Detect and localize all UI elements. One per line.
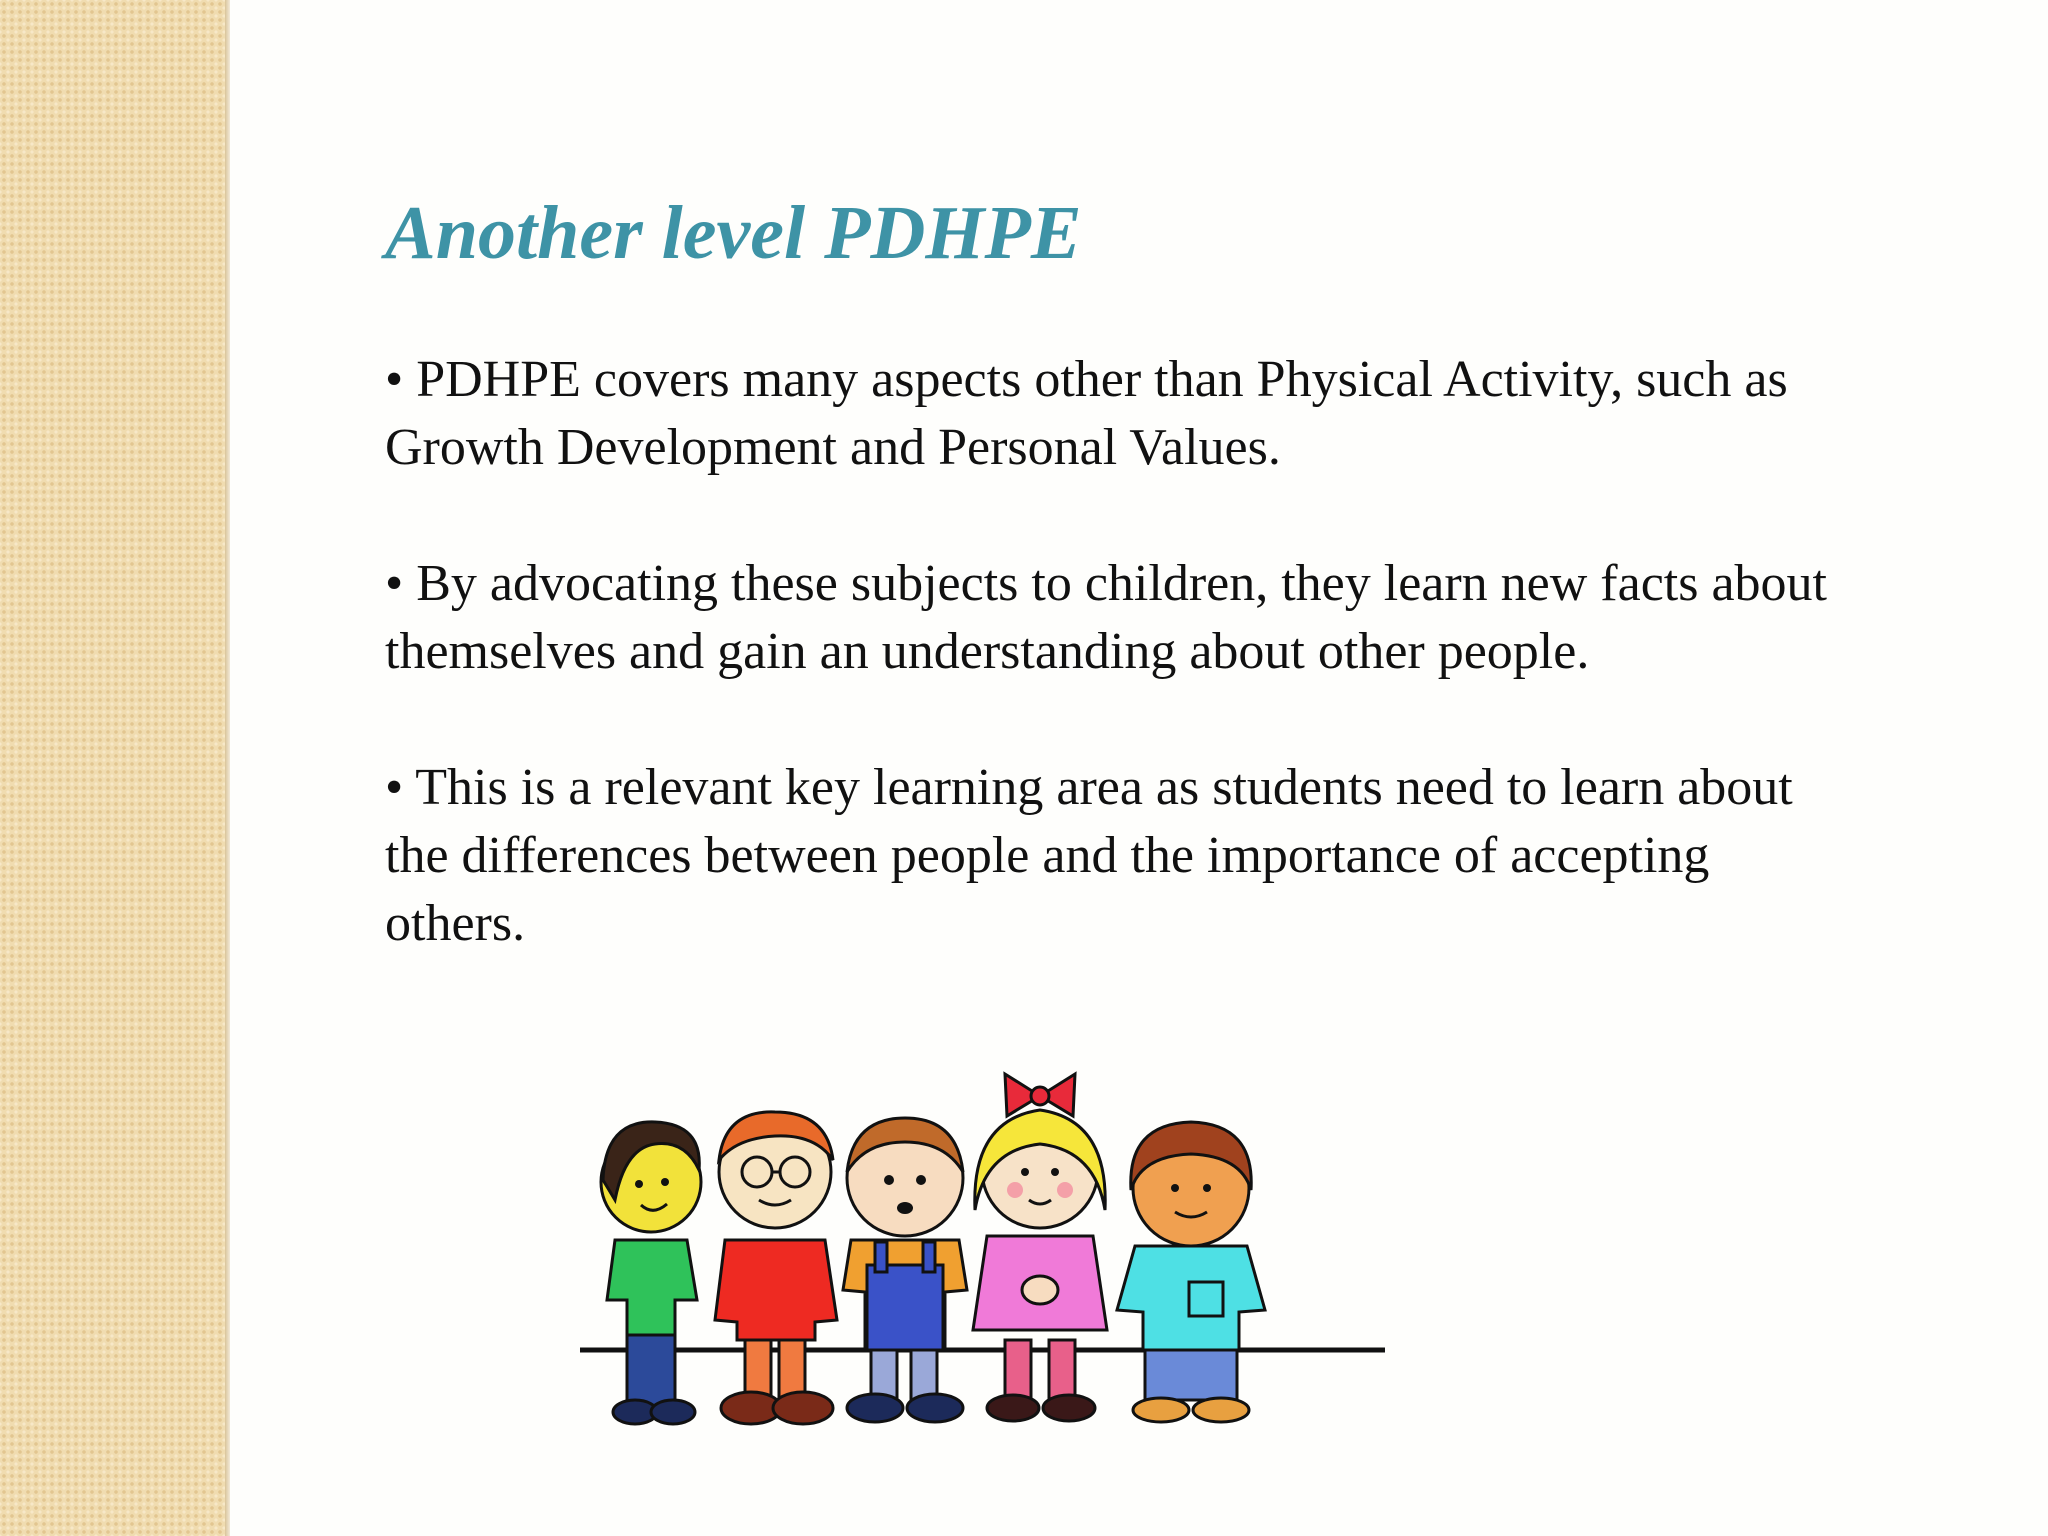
child-blue-overalls bbox=[843, 1118, 967, 1422]
bullet-item: • By advocating these subjects to children, they learn new facts about themselves and gain an understanding about other people. bbox=[385, 555, 1827, 680]
bullet-item: • PDHPE covers many aspects other than Physical Activity, such as Growth Development and Personal Values. bbox=[385, 351, 1788, 476]
child-green-shirt bbox=[601, 1122, 701, 1424]
slide-title: Another level PDHPE bbox=[385, 191, 1082, 275]
cartoon-children-group-icon bbox=[575, 1060, 1390, 1455]
child-pink-dress bbox=[973, 1074, 1107, 1421]
bullet-item: • This is a relevant key learning area as students need to learn about the differences between people and the importance of accepting others. bbox=[385, 759, 1793, 952]
child-cyan-shirt bbox=[1117, 1122, 1265, 1422]
side-strip-edge bbox=[225, 0, 230, 1536]
child-red-shirt bbox=[715, 1112, 837, 1424]
bullet-list bbox=[385, 346, 1845, 1026]
decorative-side-strip bbox=[0, 0, 225, 1536]
